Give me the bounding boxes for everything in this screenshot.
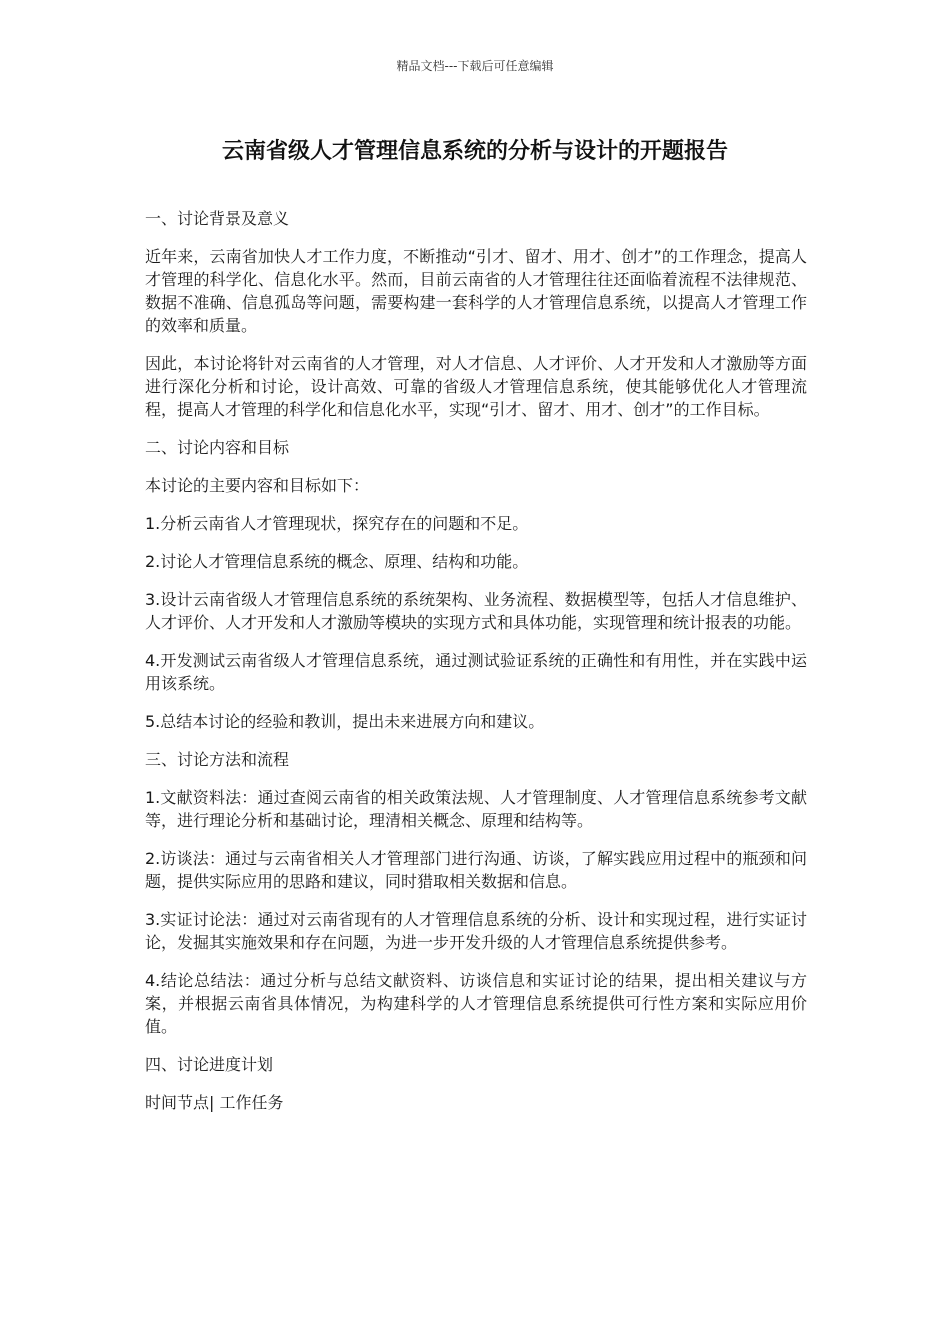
paragraph-background: 近年来，云南省加快人才工作力度，不断推动“引才、留才、用才、创才”的工作理念，提高人才管理的科学化、信息化水平。然而，目前云南省的人才管理往往还面临着流程不法律规范、数据不准确、信息孤岛等问题，需要构建一套科学的人才管理信息系统，以提高人才管理工作的效率和质量。 [145,247,807,335]
section-heading-content: 二、讨论内容和目标 [145,438,290,457]
document-title: 云南省级人才管理信息系统的分析与设计的开题报告 [221,139,728,164]
list-item-method-2: 2.访谈法：通过与云南省相关人才管理部门进行沟通、访谈，了解实践应用过程中的瓶颈和问题，提供实际应用的思路和建议，同时猎取相关数据和信息。 [145,849,807,891]
list-item-goal-4: 4.开发测试云南省级人才管理信息系统，通过测试验证系统的正确性和有用性，并在实践中运用该系统。 [145,651,807,693]
list-item-goal-2: 2.讨论人才管理信息系统的概念、原理、结构和功能。 [145,552,529,571]
section-heading-schedule: 四、讨论进度计划 [145,1055,274,1074]
list-item-method-1: 1.文献资料法：通过查阅云南省的相关政策法规、人才管理制度、人才管理信息系统参考文献等，进行理论分析和基础讨论，理清相关概念、原理和结构等。 [145,788,807,830]
list-item-goal-5: 5.总结本讨论的经验和教训，提出未来进展方向和建议。 [145,712,545,731]
list-item-method-4: 4.结论总结法：通过分析与总结文献资料、访谈信息和实证讨论的结果，提出相关建议与方案，并根据云南省具体情况，为构建科学的人才管理信息系统提供可行性方案和实际应用价值。 [145,971,807,1036]
list-item-goal-1: 1.分析云南省人才管理现状，探究存在的问题和不足。 [145,514,529,533]
schedule-table-header: 时间节点| 工作任务 [145,1093,284,1112]
document-body [145,207,807,1129]
section-heading-methods: 三、讨论方法和流程 [145,750,290,769]
list-item-goal-3: 3.设计云南省级人才管理信息系统的系统架构、业务流程、数据模型等，包括人才信息维护、人才评价、人才开发和人才激励等模块的实现方式和具体功能，实现管理和统计报表的功能。 [145,590,807,632]
list-item-method-3: 3.实证讨论法：通过对云南省现有的人才管理信息系统的分析、设计和实现过程，进行实证讨论，发掘其实施效果和存在问题，为进一步开发升级的人才管理信息系统提供参考。 [145,910,807,952]
paragraph-content-intro: 本讨论的主要内容和目标如下： [145,476,370,495]
section-heading-background: 一、讨论背景及意义 [145,209,290,228]
header-note: 精品文档---下载后可任意编辑 [396,59,554,73]
paragraph-purpose: 因此，本讨论将针对云南省的人才管理，对人才信息、人才评价、人才开发和人才激励等方面进行深化分析和讨论，设计高效、可靠的省级人才管理信息系统，使其能够优化人才管理流程，提高人才管理的科学化和信息化水平，实现“引才、留才、用才、创才”的工作目标。 [145,354,807,419]
